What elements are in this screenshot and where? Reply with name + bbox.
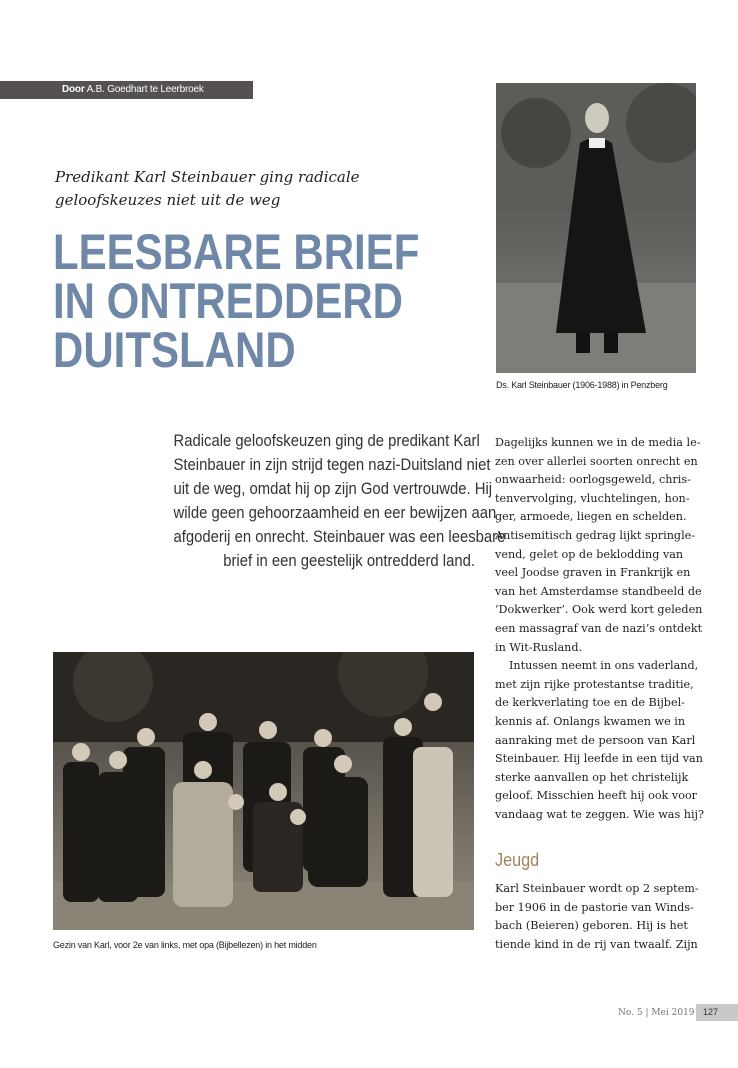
page-title	[53, 224, 420, 378]
lead-paragraph	[173, 429, 506, 573]
portrait-caption: Ds. Karl Steinbauer (1906-1988) in Penzberg	[496, 380, 668, 390]
portrait-photo	[496, 83, 696, 373]
body-line: vandaag wat te zeggen. Wie was hij?	[495, 807, 705, 821]
lead-line: wilde geen gehoorzaamheid en eer bewijzen aan	[173, 504, 497, 522]
body-line: Antisemitisch gedrag lijkt springle-	[495, 528, 696, 542]
body-line: vend, gelet op de beklodding van	[495, 547, 684, 561]
lead-line: afgoderij en onrecht. Steinbauer was een leesbare	[173, 528, 506, 546]
body-line: met zijn rijke protestantse traditie,	[495, 677, 694, 691]
body-line: bach (Beieren) geboren. Hij is het	[495, 919, 688, 933]
body-line: veel Joodse graven in Frankrijk en	[495, 566, 691, 580]
body-line: aanraking met de persoon van Karl	[495, 733, 696, 747]
body-line: kennis af. Onlangs kwamen we in	[495, 714, 686, 728]
body-line: zen over allerlei soorten onrecht en	[495, 454, 698, 468]
body-line: een massagraf van de nazi’s ontdekt	[495, 621, 703, 635]
body-line: geloof. Misschien heeft hij ook voor	[495, 789, 698, 803]
lead-line: brief in een geestelijk ontredderd land.	[223, 552, 475, 570]
body-line: sterke aanvallen op het christelijk	[495, 770, 689, 784]
body-line: van het Amsterdamse standbeeld de	[495, 584, 702, 598]
body-line: tenvervolging, vluchtelingen, hon-	[495, 491, 690, 505]
title-line: IN ONTREDDERD	[53, 273, 404, 329]
byline-author: A.B. Goedhart te Leerbroek	[86, 84, 204, 95]
body-line: ‘Dokwerker’. Ook werd kort geleden	[495, 603, 703, 617]
title-line: DUITSLAND	[53, 322, 296, 378]
issue-info: No. 5 | Mei 2019	[618, 1008, 695, 1018]
family-photo-caption: Gezin van Karl, voor 2e van links, met opa (Bijbellezen) in het midden	[53, 940, 317, 950]
family-photo	[53, 652, 474, 930]
body-line: Steinbauer. Hij leefde in een tijd van	[495, 752, 703, 766]
body-line: Karl Steinbauer wordt op 2 septem-	[495, 882, 699, 895]
subtitle-line: Predikant Karl Steinbauer ging radicale	[55, 168, 360, 186]
page-number: 127	[696, 1004, 738, 1021]
body-line: ber 1906 in de pastorie van Winds-	[495, 900, 694, 914]
subtitle	[55, 166, 455, 212]
byline-prefix: Door	[62, 84, 85, 95]
body-line: de kerkverlating toe en de Bijbel-	[495, 696, 685, 710]
family-photo-art	[53, 652, 474, 930]
body-paragraph-1	[495, 434, 705, 824]
subtitle-line: geloofskeuzes niet uit de weg	[55, 191, 281, 209]
section-heading: Jeugd	[495, 850, 540, 870]
body-paragraph-3	[495, 880, 700, 954]
body-line: ger, armoede, liegen en schelden.	[495, 510, 687, 524]
body-line: onwaarheid: oorlogsgeweld, chris-	[495, 473, 691, 487]
body-line: Intussen neemt in ons vaderland,	[509, 659, 699, 673]
lead-line: Radicale geloofskeuzen ging de predikant Karl	[173, 432, 480, 450]
lead-line: Steinbauer in zijn strijd tegen nazi-Duitsland niet	[173, 456, 491, 474]
byline-bar	[0, 81, 253, 99]
portrait-photo-art	[496, 83, 696, 373]
body-line: Dagelijks kunnen we in de media le-	[495, 436, 701, 449]
lead-line: uit de weg, omdat hij op zijn God vertrouwde. Hij	[173, 480, 493, 498]
body-line: in Wit-Rusland.	[495, 640, 583, 654]
body-line: tiende kind in de rij van twaalf. Zijn	[495, 937, 698, 951]
title-line: LEESBARE BRIEF	[53, 224, 420, 280]
